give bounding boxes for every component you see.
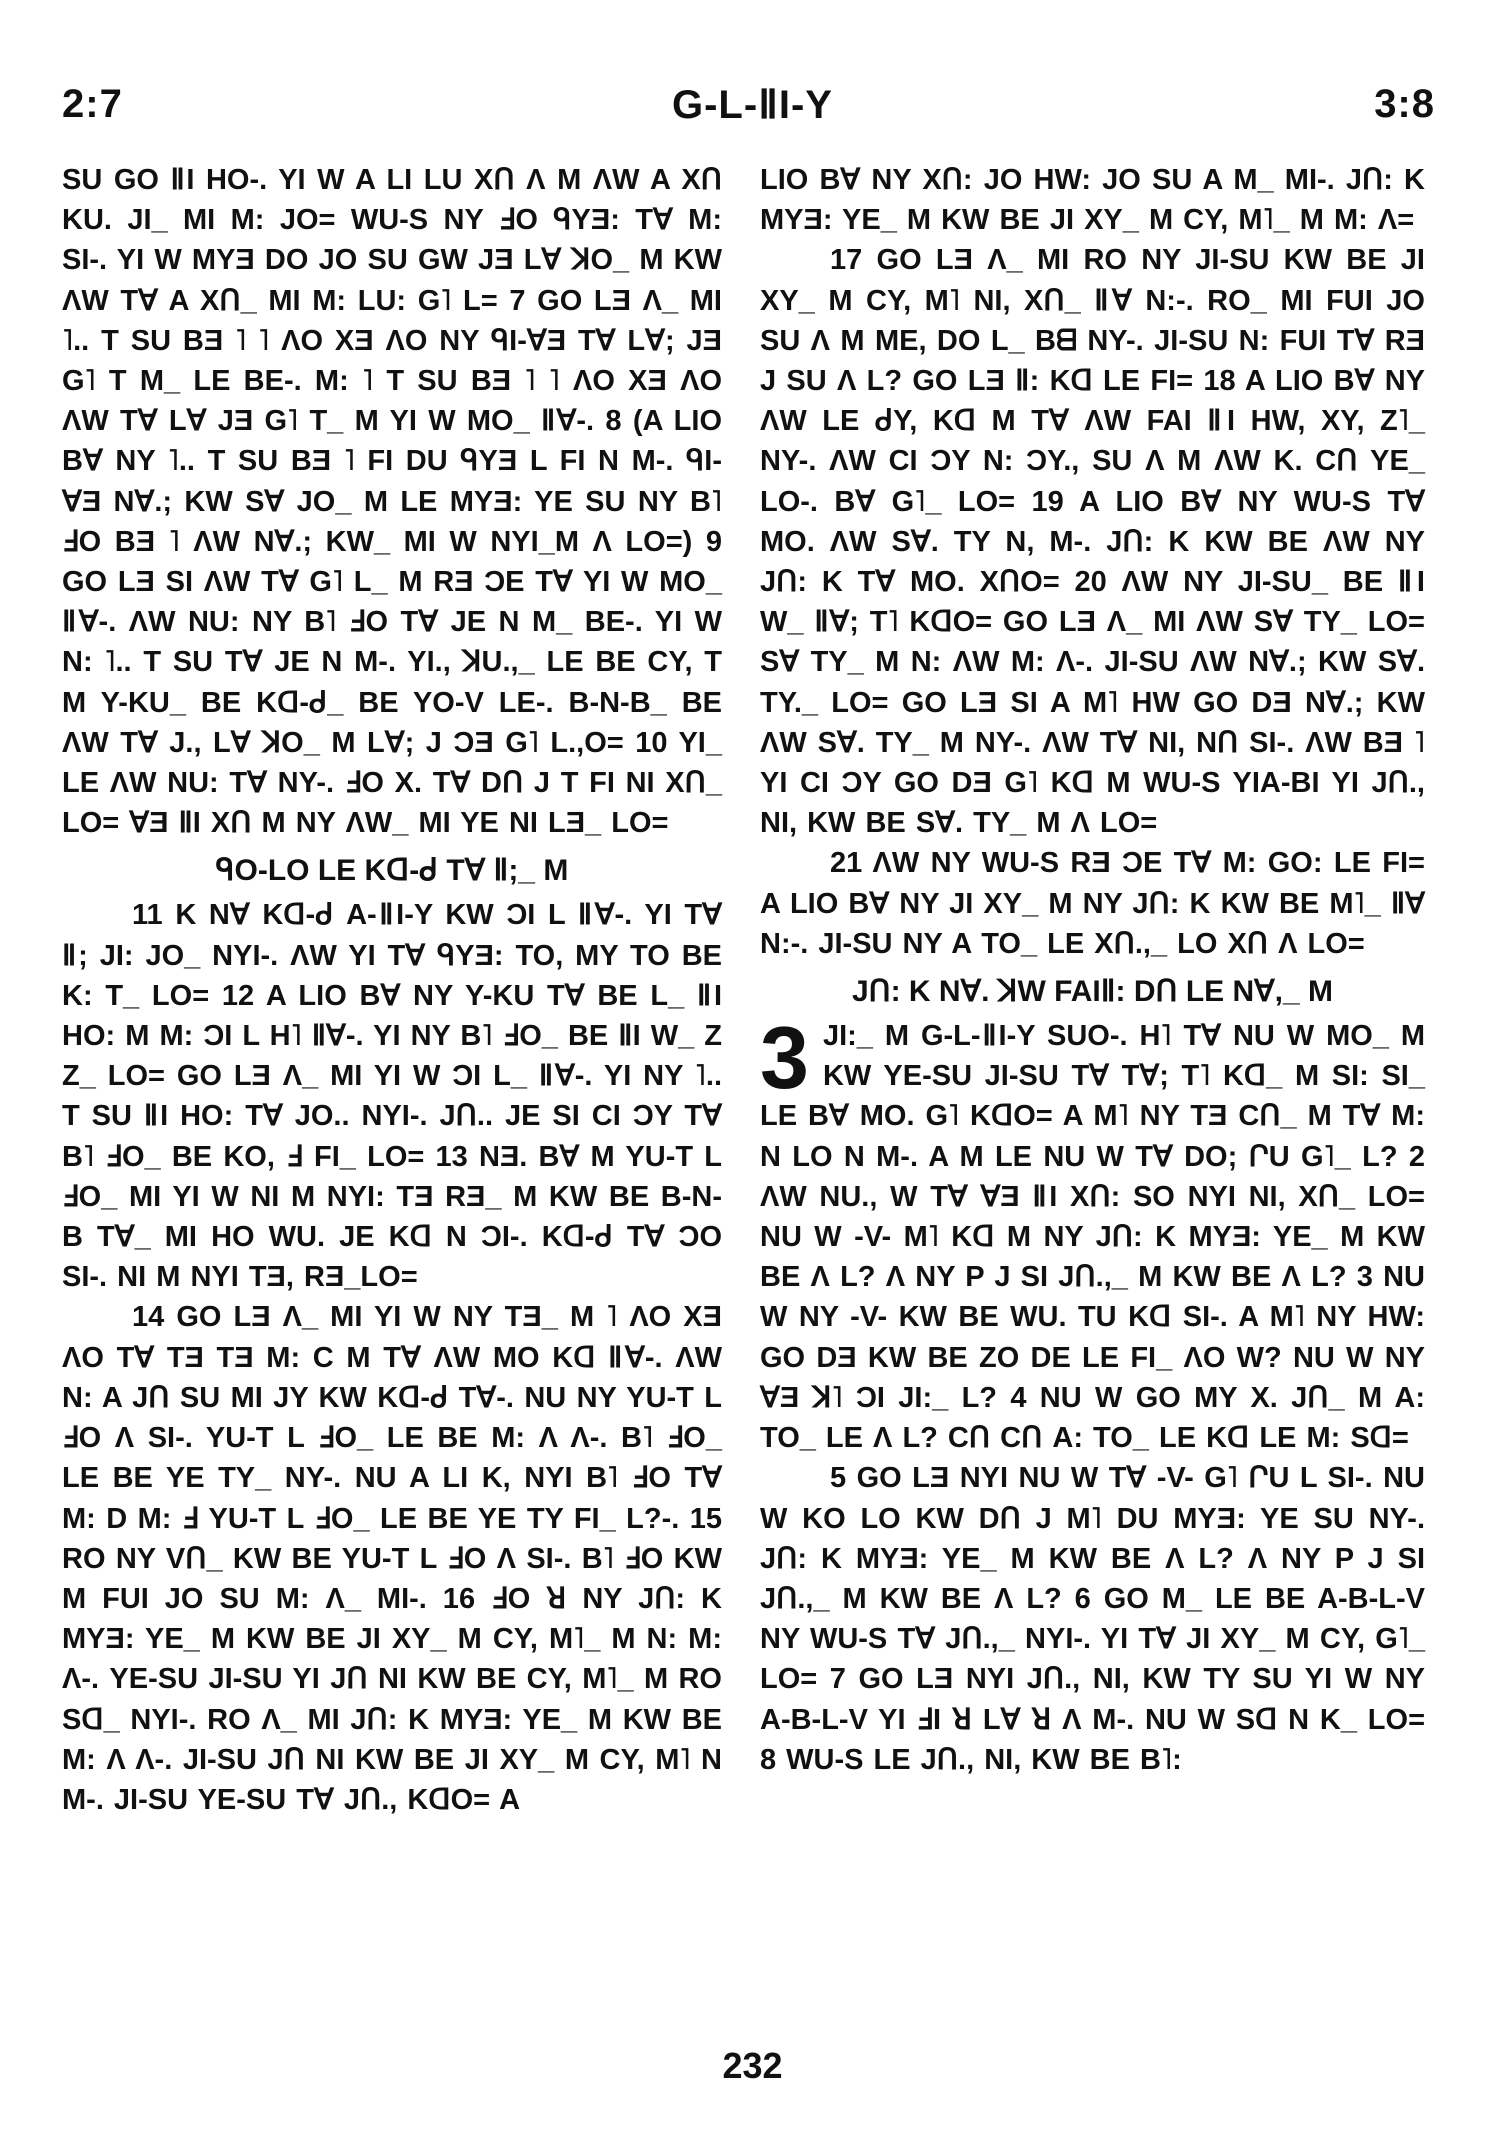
page-number: 232: [722, 2045, 783, 2086]
left-column: [62, 160, 722, 1820]
section-heading: JՈ: K NⱯ. ꓘW FAIⅡ: DՈ LE NⱯ,_ M: [851, 975, 1334, 1009]
paragraph: 21 ΛW NY WU-S RƎ ƆE TⱯ M: GO: LE FI= A LIO BⱯ NY JI XY_ M NY JՈ: K KW BE M˥_ ⅡⱯ N:-. JI-SU NY A TO_ LE XՈ.,_ LO XՈ Λ LO=: [760, 847, 1425, 960]
header-left-reference: 2:7: [62, 82, 123, 126]
header-title: G-L-ⅡI-Y: [672, 83, 833, 127]
paragraph: 17 GO LƎ Λ_ MI RO NY JI-SU KW BE JI XY_ M CY, M˥ NI, XՈ_ ⅡⱯ N:-. RO_ MI FUI JO SU Λ M ME, DO L_ Bᗺ NY-. JI-SU N: FUI TⱯ RƎ J SU Λ L? GO LƎ Ⅱ: Kᗡ LE FI= 18 A LIO BⱯ NY ΛW LE ᑯY, Kᗡ M TⱯ ΛW FAI ⅡI HW, XY, Z˥_ NY-. ΛW CI ƆY N: ƆY., SU Λ M ΛW K. CՈ YE_ LO-. BⱯ G˥_ LO= 19 A LIO BⱯ NY WU-S TⱯ MO. ΛW SⱯ. TY N, M-. JՈ: K KW BE ΛW NY JՈ: K TⱯ MO. XՈO= 20 ΛW NY JI-SU_ BE ⅡI W_ ⅡⱯ; T˥ KᗡO= GO LƎ Λ_ MI ΛW SⱯ TY_ LO= SⱯ TY_ M N: ΛW M: Λ-. JI-SU ΛW NⱯ.; KW SⱯ. TY._ LO= GO LƎ SI A M˥ HW GO DƎ NⱯ.; KW ΛW SⱯ. TY_ M NY-. ΛW TⱯ NI, NՈ SI-. ΛW BƎ ˥ YI CI ƆY GO DƎ G˥ Kᗡ M WU-S YIA-BI YI JՈ., NI, KW BE SⱯ. TY_ M Λ LO=: [760, 244, 1425, 840]
header-right-reference: 3:8: [1374, 82, 1435, 126]
paragraph: SU GO ⅡI HO-. YI W A LI LU XՈ Λ M ΛW A XՈ KU. JI_ MI M: JO= WU-S NY ℲO ᑫYƎ: TⱯ M: SI-. YI W MYƎ DO JO SU GW JƎ LⱯ ꓘO_ M KW ΛW TⱯ A XՈ_ MI M: LU: G˥ L= 7 GO LƎ Λ_ MI ˥.. T SU BƎ ˥ ˥ ΛO XƎ ΛO NY ᑫI-ⱯƎ TⱯ LⱯ; JƎ G˥ T M_ LE BE-. M: ˥ T SU BƎ ˥ ˥ ΛO XƎ ΛO ΛW TⱯ LⱯ JƎ G˥ T_ M YI W MO_ ⅡⱯ-. 8 (A LIO BⱯ NY ˥.. T SU BƎ ˥ FI DU ᑫYƎ L FI N M-. ᑫI-ⱯƎ NⱯ.; KW SⱯ JO_ M LE MYƎ: YE SU NY B˥ ℲO BƎ ˥ ΛW NⱯ.; KW_ MI W NYI_M Λ LO=) 9 GO LƎ SI ΛW TⱯ G˥ L_ M RƎ ƆE TⱯ YI W MO_ ⅡⱯ-. ΛW NU: NY B˥ ℲO TⱯ JE N M_ BE-. YI W N: ˥.. T SU TⱯ JE N M-. YI., ꓘU.,_ LE BE CY, T M Y-KU_ BE Kᗡ-ᑯ_ BE YO-V LE-. B-N-B_ BE ΛW TⱯ J., LⱯ ꓘO_ M LⱯ; J ƆƎ G˥ L.,O= 10 YI_ LE ΛW NU: TⱯ NY-. ℲO X. TⱯ DՈ J T FI NI XՈ_ LO= ⱯƎ ⅡI XՈ M NY ΛW_ MI YE NI LƎ_ LO=: [62, 164, 722, 840]
chapter-block: [760, 1008, 1425, 1458]
chapter-number: 3: [760, 1008, 809, 1108]
paragraph: 14 GO LƎ Λ_ MI YI W NY TƎ_ M ˥ ΛO XƎ ΛO TⱯ TƎ TƎ M: C M TⱯ ΛW MO Kᗡ ⅡⱯ-. ΛW N: A JՈ SU MI JY KW Kᗡ-ᑯ TⱯ-. NU NY YU-T L ℲO Λ SI-. YU-T L ℲO_ LE BE M: Λ Λ-. B˥ ℲO_ LE BE YE TY_ NY-. NU A LI K, NYI B˥ ℲO TⱯ M: D M: Ⅎ YU-T L ℲO_ LE BE YE TY FI_ L?-. 15 RO NY VՈ_ KW BE YU-T L ℲO Λ SI-. B˥ ℲO KW M FUI JO SU M: Λ_ MI-. 16 ℲO ꓤ NY JՈ: K MYƎ: YE_ M KW BE JI XY_ M CY, M˥_ M N: M: Λ-. YE-SU JI-SU YI JՈ NI KW BE CY, M˥_ M RO Sᗡ_ NYI-. RO Λ_ MI JՈ: K MYƎ: YE_ M KW BE M: Λ Λ-. JI-SU JՈ NI KW BE JI XY_ M CY, M˥ N M-. JI-SU YE-SU TⱯ JՈ., KᗡO= A: [62, 1301, 722, 1816]
paragraph: LIO BⱯ NY XՈ: JO HW: JO SU A M_ MI-. JՈ: K MYƎ: YE_ M KW BE JI XY_ M CY, M˥_ M M: Λ=: [760, 164, 1425, 237]
section-heading: ᑫO-LO LE Kᗡ-ᑯ TⱯ Ⅱ;_ M: [215, 854, 569, 888]
paragraph: JI:_ M G-L-ⅡI-Y SUO-. H˥ TⱯ NU W MO_ M KW YE-SU JI-SU TⱯ TⱯ; T˥ Kᗡ_ M SI: SI_ LE BⱯ MO. G˥ KᗡO= A M˥ NY TƎ CՈ_ M TⱯ M: N LO N M-. A M LE NU W TⱯ DO; ՐU G˥_ L? 2 ΛW NU., W TⱯ ⱯƎ ⅡI XՈ: SO NYI NI, XՈ_ LO= NU W -V- M˥ Kᗡ M NY JՈ: K MYƎ: YE_ M KW BE Λ L? Λ NY P J SI JՈ.,_ M KW BE Λ L? 3 NU W NY -V- KW BE WU. TU Kᗡ SI-. A M˥ NY HW: GO DƎ KW BE ZO DE LE FI_ ΛO W? NU W NY ⱯƎ ꓘ˥ ƆI JI:_ L? 4 NU W GO MY X. JՈ_ M A: TO_ LE Λ L? CՈ CՈ A: TO_ LE Kᗡ LE M: Sᗡ=: [760, 1020, 1425, 1455]
paragraph: 11 K NⱯ Kᗡ-ᑯ A-ⅡI-Y KW ƆI L ⅡⱯ-. YI TⱯ Ⅱ; JI: JO_ NYI-. ΛW YI TⱯ ᑫYƎ: TO, MY TO BE K: T_ LO= 12 A LIO BⱯ NY Y-KU TⱯ BE L_ ⅡI HO: M M: ƆI L H˥ ⅡⱯ-. YI NY B˥ ℲO_ BE ⅡI W_ Z Z_ LO= GO LƎ Λ_ MI YI W ƆI L_ ⅡⱯ-. YI NY ˥.. T SU ⅡI HO: TⱯ JO.. NYI-. JՈ.. JE SI CI ƆY TⱯ B˥ ℲO_ BE KO, Ⅎ FI_ LO= 13 NƎ. BⱯ M YU-T L ℲO_ MI YI W NI M NYI: TƎ RƎ_ M KW BE B-N-B TⱯ_ MI HO WU. JE Kᗡ N ƆI-. Kᗡ-ᑯ TⱯ ƆO SI-. NI M NYI TƎ, RƎ_LO=: [62, 899, 722, 1294]
paragraph: 5 GO LƎ NYI NU W TⱯ -V- G˥ ՐU L SI-. NU W KO LO KW DՈ J M˥ DU MYƎ: YE SU NY-. JՈ: K MYƎ: YE_ M KW BE Λ L? Λ NY P J SI JՈ.,_ M KW BE Λ L? 6 GO M_ LE BE A-B-L-V NY WU-S TⱯ JՈ.,_ NYI-. YI TⱯ JI XY_ M CY, G˥_ LO= 7 GO LƎ NYI JՈ., NI, KW TY SU YI W NY A-B-L-V YI ℲI ꓤ LⱯ ꓤ Λ M-. NU W Sᗡ N K_ LO= 8 WU-S LE JՈ., NI, KW BE B˥:: [760, 1462, 1425, 1776]
right-column: [760, 160, 1425, 1780]
